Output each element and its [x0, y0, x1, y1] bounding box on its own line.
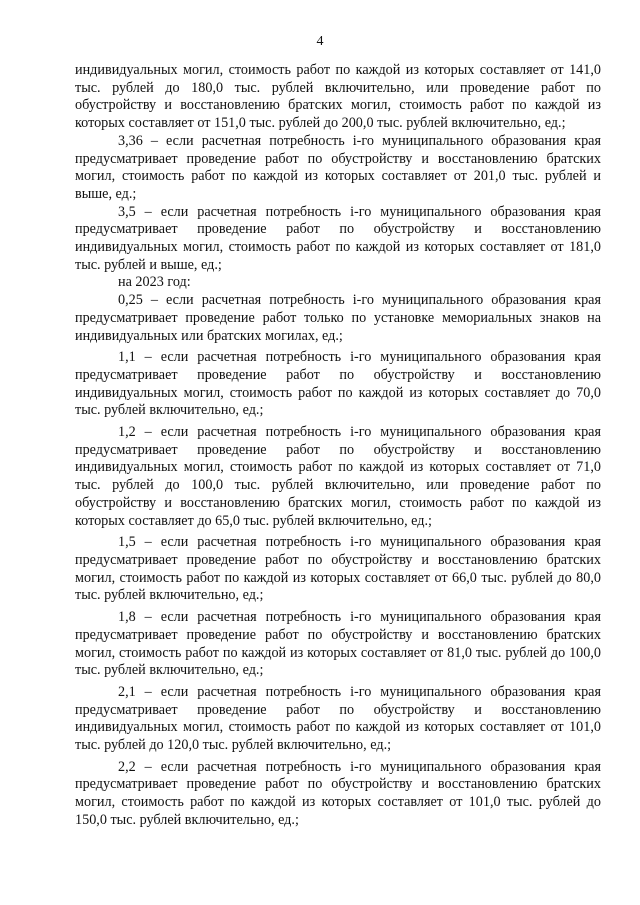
- paragraph-year-heading: на 2023 год:: [118, 274, 191, 291]
- paragraph-coefficient-3-5: 3,5 – если расчетная потребность i-го муниципального образования края предусматривает проведение работ по обустройству и восстановлению индивидуальных могил, стоимость работ по каждой из которых составляет от 181,0 тыс. рублей и выше, ед.;: [75, 203, 601, 273]
- document-body: [75, 62, 601, 830]
- paragraph-coefficient-3-36: 3,36 – если расчетная потребность i-го муниципального образования края предусматривает проведение работ по обустройству и восстановлению братских могил, стоимость работ по каждой из которых составляет от 201,0 тыс. рублей и выше, ед.;: [75, 132, 601, 202]
- paragraph-coefficient-1-2: 1,2 – если расчетная потребность i-го муниципального образования края предусматривает проведение работ по обустройству и восстановлению индивидуальных могил, стоимость работ по каждой из которых составляет от 71,0 тыс. рублей до 100,0 тыс. рублей включительно, или проведение работ по обустройству и восстановлению братских могил, стоимость работ по каждой из которых составляет до 65,0 тыс. рублей включительно, ед.;: [75, 424, 601, 529]
- paragraph-coefficient-0-25: 0,25 – если расчетная потребность i-го муниципального образования края предусматривает проведение работ только по установке мемориальных знаков на индивидуальных или братских могилах, ед.;: [75, 292, 601, 344]
- paragraph-coefficient-1-5: 1,5 – если расчетная потребность i-го муниципального образования края предусматривает проведение работ по обустройству и восстановлению братских могил, стоимость работ по каждой из которых составляет от 66,0 тыс. рублей до 80,0 тыс. рублей включительно, ед.;: [75, 534, 601, 604]
- paragraph-continuation: индивидуальных могил, стоимость работ по каждой из которых составляет от 141,0 тыс. рублей до 180,0 тыс. рублей включительно, или проведение работ по обустройству и восстановлению братских могил, стоимость работ по каждой из которых составляет от 151,0 тыс. рублей до 200,0 тыс. рублей включительно, ед.;: [75, 62, 601, 132]
- page-number: 4: [316, 34, 324, 49]
- paragraph-coefficient-1-8: 1,8 – если расчетная потребность i-го муниципального образования края предусматривает проведение работ по обустройству и восстановлению братских могил, стоимость работ по каждой из которых составляет от 81,0 тыс. рублей до 100,0 тыс. рублей включительно, ед.;: [75, 609, 601, 679]
- paragraph-coefficient-1-1: 1,1 – если расчетная потребность i-го муниципального образования края предусматривает проведение работ по обустройству и восстановлению индивидуальных могил, стоимость работ по каждой из которых составляет до 70,0 тыс. рублей включительно, ед.;: [75, 349, 601, 419]
- paragraph-coefficient-2-2: 2,2 – если расчетная потребность i-го муниципального образования края предусматривает проведение работ по обустройству и восстановлению братских могил, стоимость работ по каждой из которых составляет от 101,0 тыс. рублей до 150,0 тыс. рублей включительно, ед.;: [75, 758, 601, 828]
- paragraph-coefficient-2-1: 2,1 – если расчетная потребность i-го муниципального образования края предусматривает проведение работ по обустройству и восстановлению индивидуальных могил, стоимость работ по каждой из которых составляет от 101,0 тыс. рублей до 120,0 тыс. рублей включительно, ед.;: [75, 683, 601, 754]
